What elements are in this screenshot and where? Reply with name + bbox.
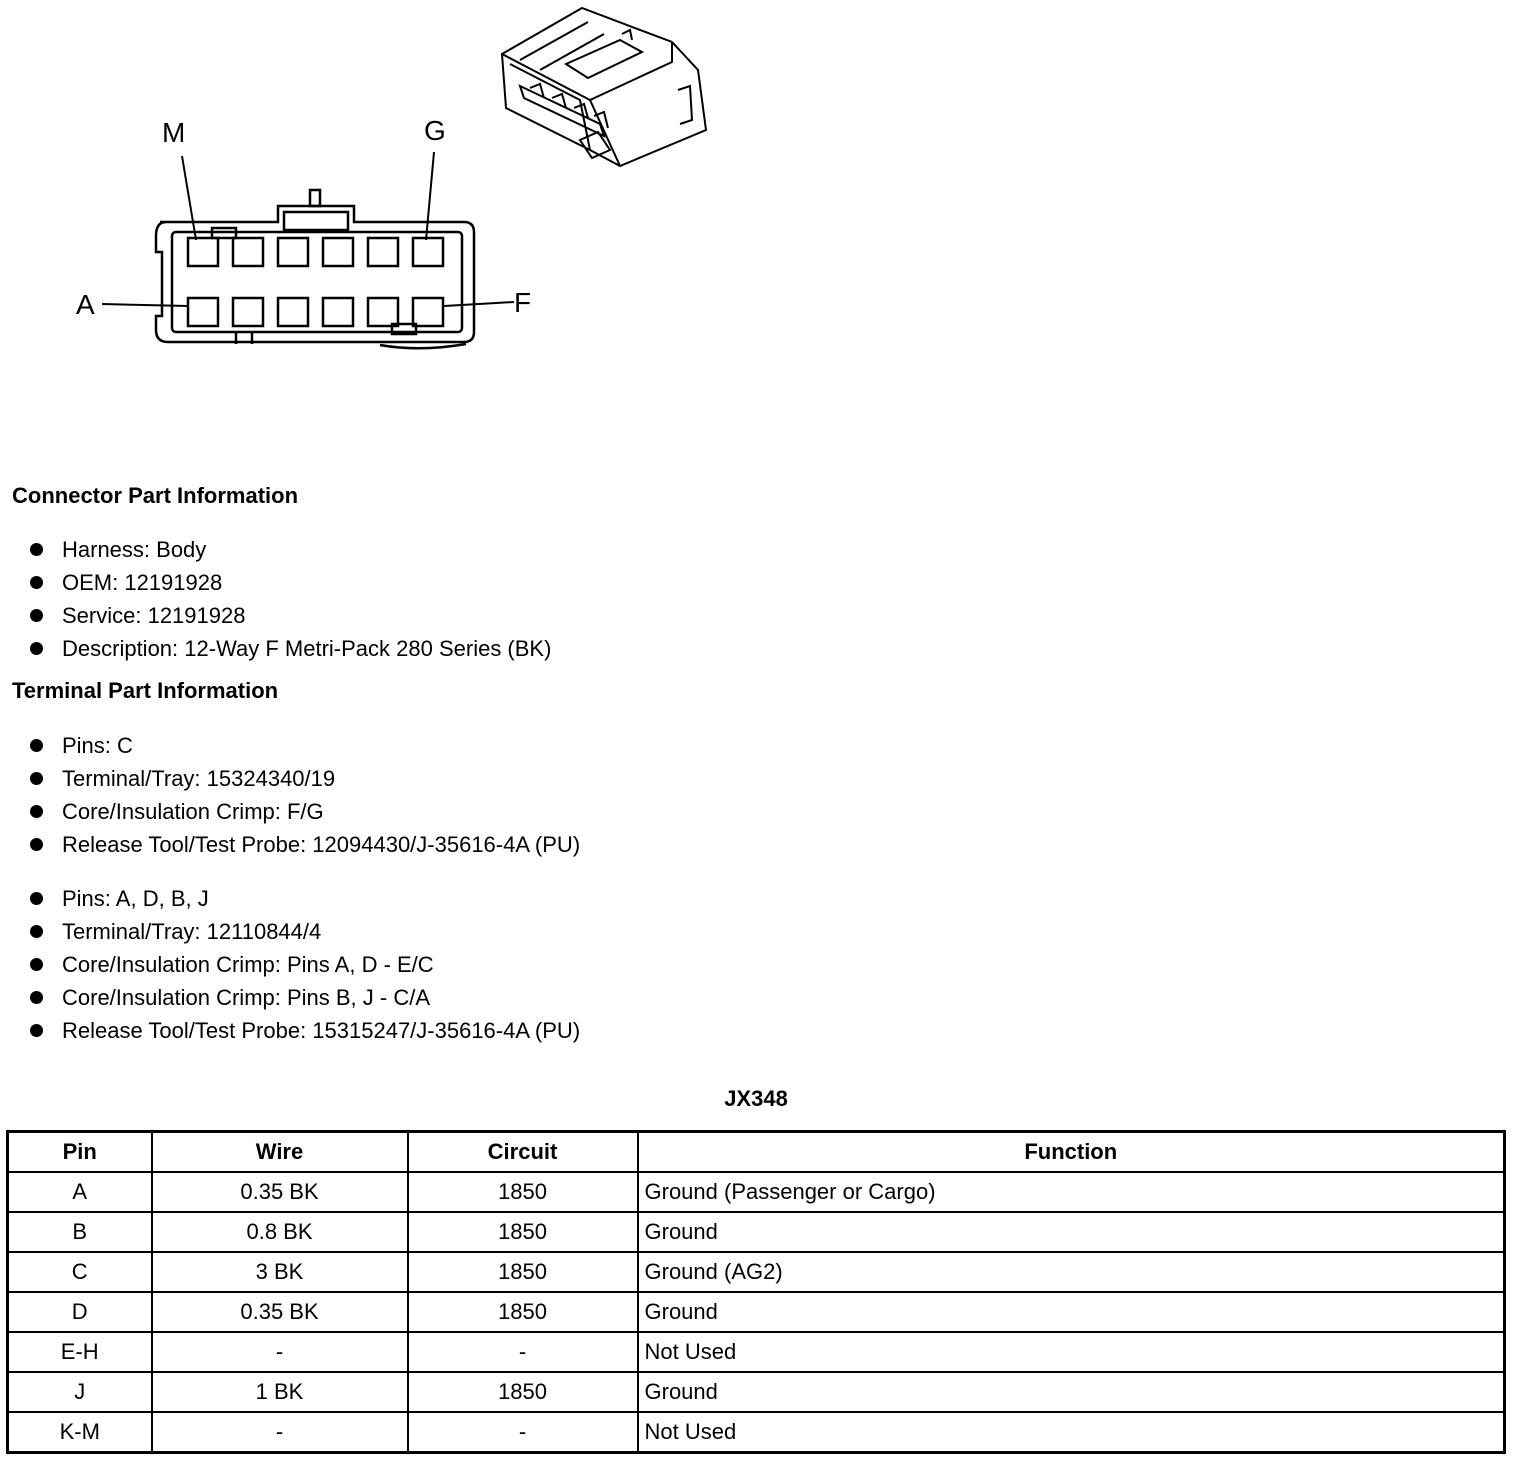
leader-line-f	[444, 302, 514, 306]
list-item: Core/Insulation Crimp: Pins A, D - E/C	[28, 948, 580, 981]
pin-cell: E-H	[8, 1332, 152, 1372]
connector-cavity	[188, 238, 218, 266]
connector-cavity	[233, 238, 263, 266]
connector-cavity	[368, 298, 398, 326]
function-cell: Ground (AG2)	[638, 1252, 1505, 1292]
pin-label-a: A	[76, 289, 95, 320]
list-item: Pins: C	[28, 729, 580, 762]
connector-cavity	[323, 238, 353, 266]
list-item: Release Tool/Test Probe: 15315247/J-35616-4A (PU)	[28, 1014, 580, 1047]
leader-line-m	[182, 156, 196, 240]
function-cell: Ground	[638, 1292, 1505, 1332]
terminal-group-1-list	[28, 729, 580, 861]
table-row	[8, 1412, 1505, 1453]
connector-part-info-list	[28, 533, 551, 665]
table-row	[8, 1292, 1505, 1332]
list-item: Core/Insulation Crimp: Pins B, J - C/A	[28, 981, 580, 1014]
list-item: Service: 12191928	[28, 599, 551, 632]
terminal-group-2-list	[28, 882, 580, 1047]
pin-label-g: G	[424, 115, 446, 146]
circuit-cell: 1850	[408, 1252, 638, 1292]
function-cell: Not Used	[638, 1412, 1505, 1453]
connector-cavity	[188, 298, 218, 326]
list-item: Release Tool/Test Probe: 12094430/J-35616-4A (PU)	[28, 828, 580, 861]
wire-cell: 3 BK	[152, 1252, 408, 1292]
leader-line-a	[102, 304, 188, 306]
connector-cavity	[278, 238, 308, 266]
list-item: OEM: 12191928	[28, 566, 551, 599]
pin-cell: J	[8, 1372, 152, 1412]
list-item: Core/Insulation Crimp: F/G	[28, 795, 580, 828]
connector-cavity	[278, 298, 308, 326]
circuit-cell: 1850	[408, 1292, 638, 1332]
connector-part-info-title: Connector Part Information	[12, 483, 299, 508]
list-item: Terminal/Tray: 12110844/4	[28, 915, 580, 948]
function-cell: Not Used	[638, 1332, 1505, 1372]
circuit-cell: 1850	[408, 1172, 638, 1212]
table-row	[8, 1332, 1505, 1372]
pin-cell: D	[8, 1292, 152, 1332]
circuit-cell: -	[408, 1412, 638, 1453]
wire-cell: -	[152, 1412, 408, 1453]
connector-cavity	[368, 238, 398, 266]
circuit-cell: 1850	[408, 1372, 638, 1412]
connector-isometric-view	[502, 8, 706, 166]
list-item: Pins: A, D, B, J	[28, 882, 580, 915]
list-item: Terminal/Tray: 15324340/19	[28, 762, 580, 795]
wire-cell: 0.35 BK	[152, 1292, 408, 1332]
circuit-cell: -	[408, 1332, 638, 1372]
table-row	[8, 1252, 1505, 1292]
connector-inner-outline	[172, 232, 462, 332]
wire-cell: 0.35 BK	[152, 1172, 408, 1212]
table-row	[8, 1172, 1505, 1212]
pin-cell: K-M	[8, 1412, 152, 1453]
wire-cell: 1 BK	[152, 1372, 408, 1412]
circuit-cell: 1850	[408, 1212, 638, 1252]
table-row	[8, 1372, 1505, 1412]
pin-cell: C	[8, 1252, 152, 1292]
connector-cavity	[413, 238, 443, 266]
leader-line-g	[426, 152, 434, 240]
terminal-part-info-title: Terminal Part Information	[12, 678, 279, 703]
wire-cell: 0.8 BK	[152, 1212, 408, 1252]
connector-latch	[284, 212, 348, 230]
function-cell: Ground	[638, 1372, 1505, 1412]
connector-cavities	[188, 238, 443, 326]
pin-cell: A	[8, 1172, 152, 1212]
pin-label-m: M	[162, 117, 186, 148]
connector-diagram	[0, 0, 760, 370]
column-header-wire: Wire	[152, 1132, 408, 1173]
table-title: JX348	[724, 1086, 788, 1111]
pinout-table	[6, 1130, 1506, 1454]
column-header-pin: Pin	[8, 1132, 152, 1173]
list-item: Harness: Body	[28, 533, 551, 566]
connector-cavity	[233, 298, 263, 326]
pin-cell: B	[8, 1212, 152, 1252]
column-header-function: Function	[638, 1132, 1505, 1173]
connector-cavity	[413, 298, 443, 326]
table-row	[8, 1212, 1505, 1252]
column-header-circuit: Circuit	[408, 1132, 638, 1173]
function-cell: Ground	[638, 1212, 1505, 1252]
list-item: Description: 12-Way F Metri-Pack 280 Series (BK)	[28, 632, 551, 665]
pin-label-f: F	[514, 287, 532, 318]
connector-cavity	[323, 298, 353, 326]
function-cell: Ground (Passenger or Cargo)	[638, 1172, 1505, 1212]
wire-cell: -	[152, 1332, 408, 1372]
table-header-row	[8, 1132, 1505, 1173]
